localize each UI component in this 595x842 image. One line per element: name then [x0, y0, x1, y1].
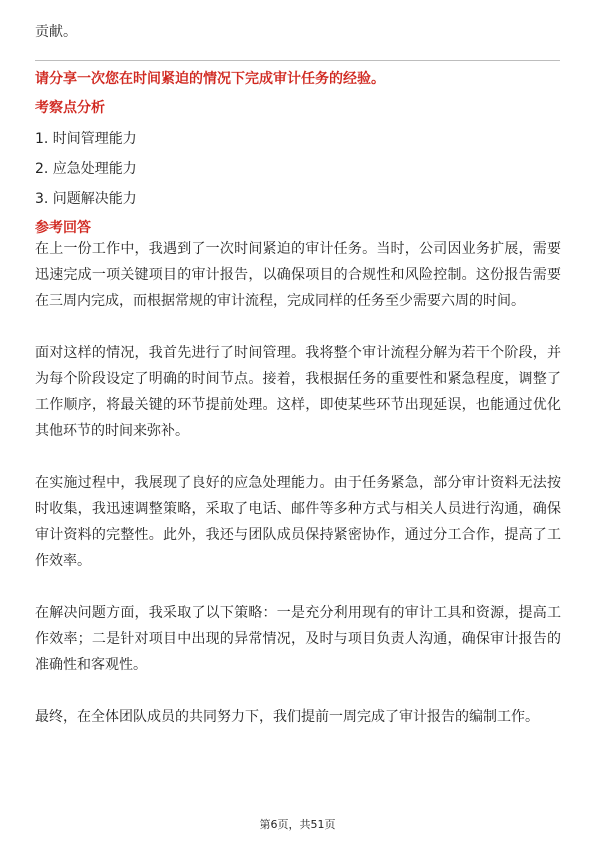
key-point-item: 3. 问题解决能力 [35, 191, 137, 207]
answer-paragraph: 在实施过程中，我展现了良好的应急处理能力。由于任务紧急，部分审计资料无法按时收集，我迅速调整策略，采取了电话、邮件等多种方式与相关人员进行沟通，确保审计资料的完整性。此外，我还与团队成员保持紧密协作，通过分工合作，提高了工作效率。 [35, 475, 561, 569]
answer-paragraph: 在解决问题方面，我采取了以下策略：一是充分利用现有的审计工具和资源，提高工作效率；二是针对项目中出现的异常情况，及时与项目负责人沟通，确保审计报告的准确性和客观性。 [35, 605, 561, 673]
question-text: 请分享一次您在时间紧迫的情况下完成审计任务的经验。 [35, 71, 385, 87]
section-divider [35, 60, 560, 61]
key-points-list [35, 124, 137, 214]
reference-answer-heading: 参考回答 [35, 220, 91, 236]
reference-answer-body [35, 236, 561, 756]
answer-paragraph: 面对这样的情况，我首先进行了时间管理。我将整个审计流程分解为若干个阶段，并为每个阶段设定了明确的时间节点。接着，我根据任务的重要性和紧急程度，调整了工作顺序，将最关键的环节提前处理。这样，即使某些环节出现延误，也能通过优化其他环节的时间来弥补。 [35, 345, 561, 439]
answer-paragraph: 在上一份工作中，我遇到了一次时间紧迫的审计任务。当时，公司因业务扩展，需要迅速完成一项关键项目的审计报告，以确保项目的合规性和风险控制。这份报告需要在三周内完成，而根据常规的审计流程，完成同样的任务至少需要六周的时间。 [35, 241, 561, 309]
carry-over-text: 贡献。 [35, 24, 77, 40]
key-points-heading: 考察点分析 [35, 100, 105, 116]
key-point-item: 2. 应急处理能力 [35, 161, 137, 177]
page-footer: 第6页，共51页 [259, 818, 336, 831]
answer-paragraph: 最终，在全体团队成员的共同努力下，我们提前一周完成了审计报告的编制工作。 [35, 709, 539, 725]
key-point-item: 1. 时间管理能力 [35, 131, 137, 147]
